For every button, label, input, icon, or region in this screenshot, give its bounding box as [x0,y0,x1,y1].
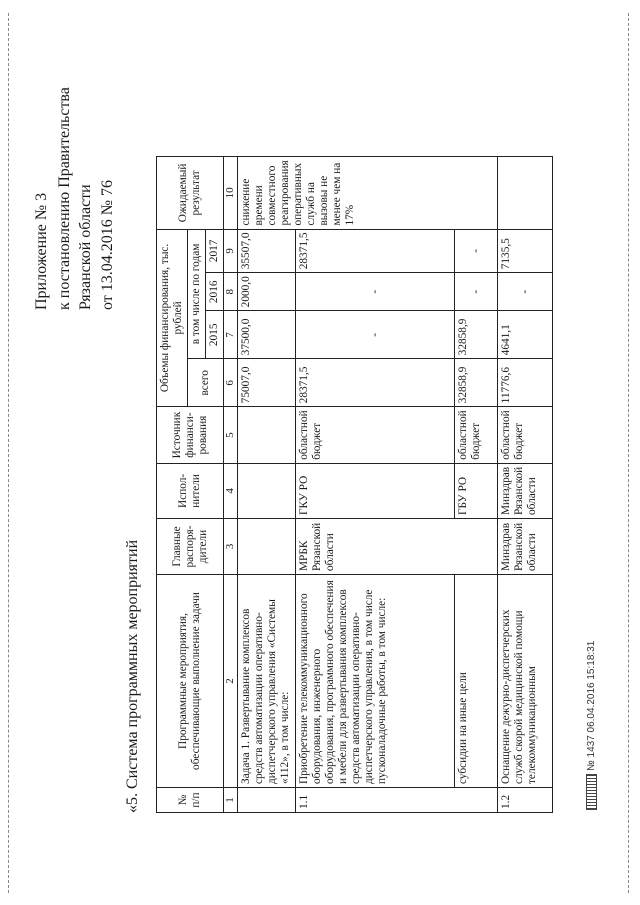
program-activities-table [156,156,553,813]
table-row [455,157,498,813]
cell-2015: 4641,1 [498,311,553,359]
col-number: 3 [224,519,238,575]
col-number: 7 [224,311,238,359]
cell-source [238,407,296,463]
cell-result [498,157,553,229]
section-title: «5. Система программных мероприятий [124,539,141,813]
header-source: Источник финанси- рования [157,407,224,463]
cell-2015: 37500,0 [238,311,296,359]
cell-2016: - [498,273,553,311]
barcode-icon [586,774,597,810]
header-volume: Объемы финансирования, тыс. рублей [157,229,188,407]
cell-activity: Оснащение дежурно-диспетчерских служб скорой медицинской помощи телекоммуникационным [498,575,553,788]
cell-num: 1.2 [498,788,553,813]
cell-manager [238,519,296,575]
cell-activity: субсидии на иные цели [455,575,498,788]
scan-edge-line [8,13,9,893]
table-row [498,157,553,813]
header-year-2017: 2017 [206,229,224,273]
header-num: № п/п [157,788,224,813]
scan-edge-line [628,13,629,893]
cell-executor: ГБУ РО [455,463,498,518]
cell-result: снижение времени совместного реагирования оперативных служб на вызовы не менее чем на 17% [238,157,498,229]
col-number: 9 [224,229,238,273]
col-number: 8 [224,273,238,311]
header-by-years: в том числе по годам [188,229,206,359]
header-line-4: от 13.04.2016 № 76 [99,179,116,310]
header-line-2: к постановлению Правительства [56,87,73,310]
cell-2017: 35507,0 [238,229,296,273]
cell-total: 75007,0 [238,359,296,407]
cell-activity: Задача 1. Развертывание комплексов средств автоматизации оперативно-диспетчерского управления «Системы «112», в том числе: [238,575,296,788]
header-line-1: Приложение № 3 [33,192,50,310]
col-number: 4 [224,463,238,518]
header-activity: Программные мероприятия, обеспечивающие выполнение задачи [157,575,224,788]
table-row [296,157,455,813]
cell-total: 28371,5 [296,359,455,407]
table-row [238,157,296,813]
cell-2016: - [296,273,455,311]
stamp-text: № 1437 06.04.2016 15:18:31 [586,640,598,771]
header-year-2016: 2016 [206,273,224,311]
cell-2015: - [296,311,455,359]
header-result: Ожидаемый результат [157,157,224,229]
cell-num: 1.1 [296,788,498,813]
cell-source: областной бюджет [455,407,498,463]
cell-total: 32858,9 [455,359,498,407]
cell-num [238,788,296,813]
header-total: всего [188,359,224,407]
col-number: 2 [224,575,238,788]
cell-activity: Приобретение телекоммуникационного оборудования, инженерного оборудования, программного обеспечения и мебели для развертывания комплексов средств автоматизации оперативно-диспетчерского управления, в том числе пусконаладочные работы, в том числе: [296,575,455,788]
col-number: 10 [224,157,238,229]
cell-2017: 7135,5 [498,229,553,273]
header-year-2015: 2015 [206,311,224,359]
cell-2016: - [455,273,498,311]
col-number: 6 [224,359,238,407]
col-number: 1 [224,788,238,813]
registration-stamp [586,641,597,810]
cell-2017: - [455,229,498,273]
cell-source: областной бюджет [498,407,553,463]
cell-manager: МРБК Рязанской области [296,519,498,575]
cell-total: 11776,6 [498,359,553,407]
cell-2017: 28371,5 [296,229,455,273]
cell-executor: Минздрав Рязанской области [498,463,553,518]
cell-executor [238,463,296,518]
header-executor: Испол- нители [157,463,224,518]
col-number: 5 [224,407,238,463]
cell-2016: 2000,0 [238,273,296,311]
header-manager: Главные распоря- дители [157,519,224,575]
cell-executor: ГКУ РО [296,463,455,518]
cell-2015: 32858,9 [455,311,498,359]
cell-source: областной бюджет [296,407,455,463]
header-line-3: Рязанской области [77,184,94,310]
cell-manager: Минздрав Рязанской области [498,519,553,575]
